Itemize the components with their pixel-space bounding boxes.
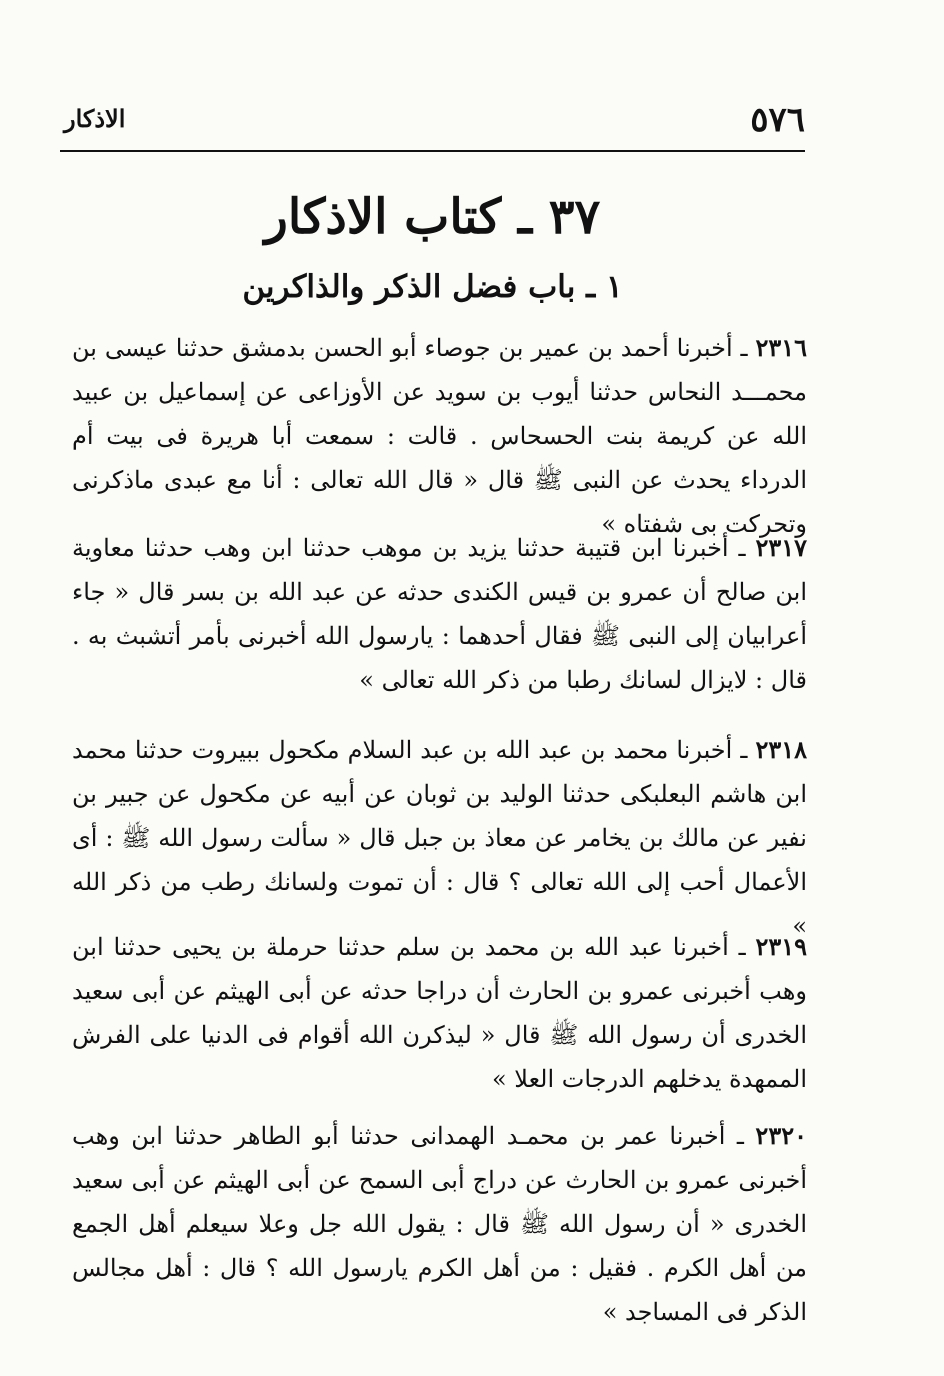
hadith-number: ٢٣٢٠ — [755, 1121, 807, 1150]
page-number: ٥٧٦ — [750, 100, 805, 140]
hadith-number: ٢٣١٦ — [755, 333, 808, 362]
hadith-text: ـ أخبرنا محمد بن عبد الله بن عبد السلام مكحول ببيروت حدثنا محمد ابن هاشم البعلبكى حدثنا الوليد بن ثوبان عن أبيه عن مكحول عن جبير بن نفير عن مالك بن يخامر عن معاذ بن جبل قال « سألت رسول الله ﷺ : أى الأعمال أحب إلى الله تعالى ؟ قال : أن تموت ولسانك رطب من ذكر الله » — [72, 736, 807, 940]
hadith-paragraph — [72, 728, 807, 948]
hadith-text: ـ أخبرنا ابن قتيبة حدثنا يزيد بن موهب حدثنا ابن وهب حدثنا معاوية ابن صالح أن عمرو بن قيس الكندى حدثه عن عبد الله بن بسر قال « جاء أعرابيان إلى النبى ﷺ فقال أحدهما : يارسول الله أخبرنى بأمر أتشبث به . قال : لايزال لسانك رطبا من ذكر الله تعالى » — [72, 534, 807, 694]
hadith-text: ـ أخبرنا أحمد بن عمير بن جوصاء أبو الحسن بدمشق حدثنا عيسى بن محمـــد النحاس حدثنا أيوب بن سويد عن الأوزاعى عن إسماعيل بن عبيد الله عن كريمة بنت الحسحاس . قالت : سمعت أبا هريرة فى بيت أم الدرداء يحدث عن النبى ﷺ قال « قال الله تعالى : أنا مع عبدى ماذكرنى وتحركت بى شفتاه » — [72, 334, 807, 538]
hadith-number: ٢٣١٨ — [755, 735, 807, 764]
hadith-paragraph — [72, 1114, 807, 1334]
page-header — [60, 92, 805, 150]
hadith-paragraph — [72, 925, 807, 1101]
hadith-paragraph — [72, 326, 807, 546]
running-title: الاذكار — [64, 104, 126, 133]
hadith-number: ٢٣١٧ — [755, 533, 807, 562]
hadith-text: ـ أخبرنا عبد الله بن محمد بن سلم حدثنا حرملة بن يحيى حدثنا ابن وهب أخبرنى عمرو بن الحارث أن دراجا حدثه عن أبى الهيثم عن أبى سعيد الخدرى أن رسول الله ﷺ قال « ليذكرن الله أقوام فى الدنيا على الفرش الممهدة يدخلهم الدرجات العلا » — [72, 933, 807, 1093]
hadith-number: ٢٣١٩ — [755, 932, 807, 961]
hadith-text: ـ أخبرنا عمر بن محمـد الهمدانى حدثنا أبو الطاهر حدثنا ابن وهب أخبرنى عمرو بن الحارث عن دراج أبى السمح عن أبى الهيثم عن أبى سعيد الخدرى « أن رسول الله ﷺ قال : يقول الله جل وعلا سيعلم أهل الجمع من أهل الكرم . فقيل : من أهل الكرم يارسول الله ؟ قال : أهل مجالس الذكر فى المساجد » — [72, 1122, 807, 1326]
hadith-paragraph — [72, 526, 807, 702]
chapter-title: ١ ـ باب فضل الذكر والذاكرين — [242, 269, 623, 305]
header-rule — [60, 150, 805, 152]
book-title: ٣٧ ـ كتاب الاذكار — [264, 189, 601, 245]
